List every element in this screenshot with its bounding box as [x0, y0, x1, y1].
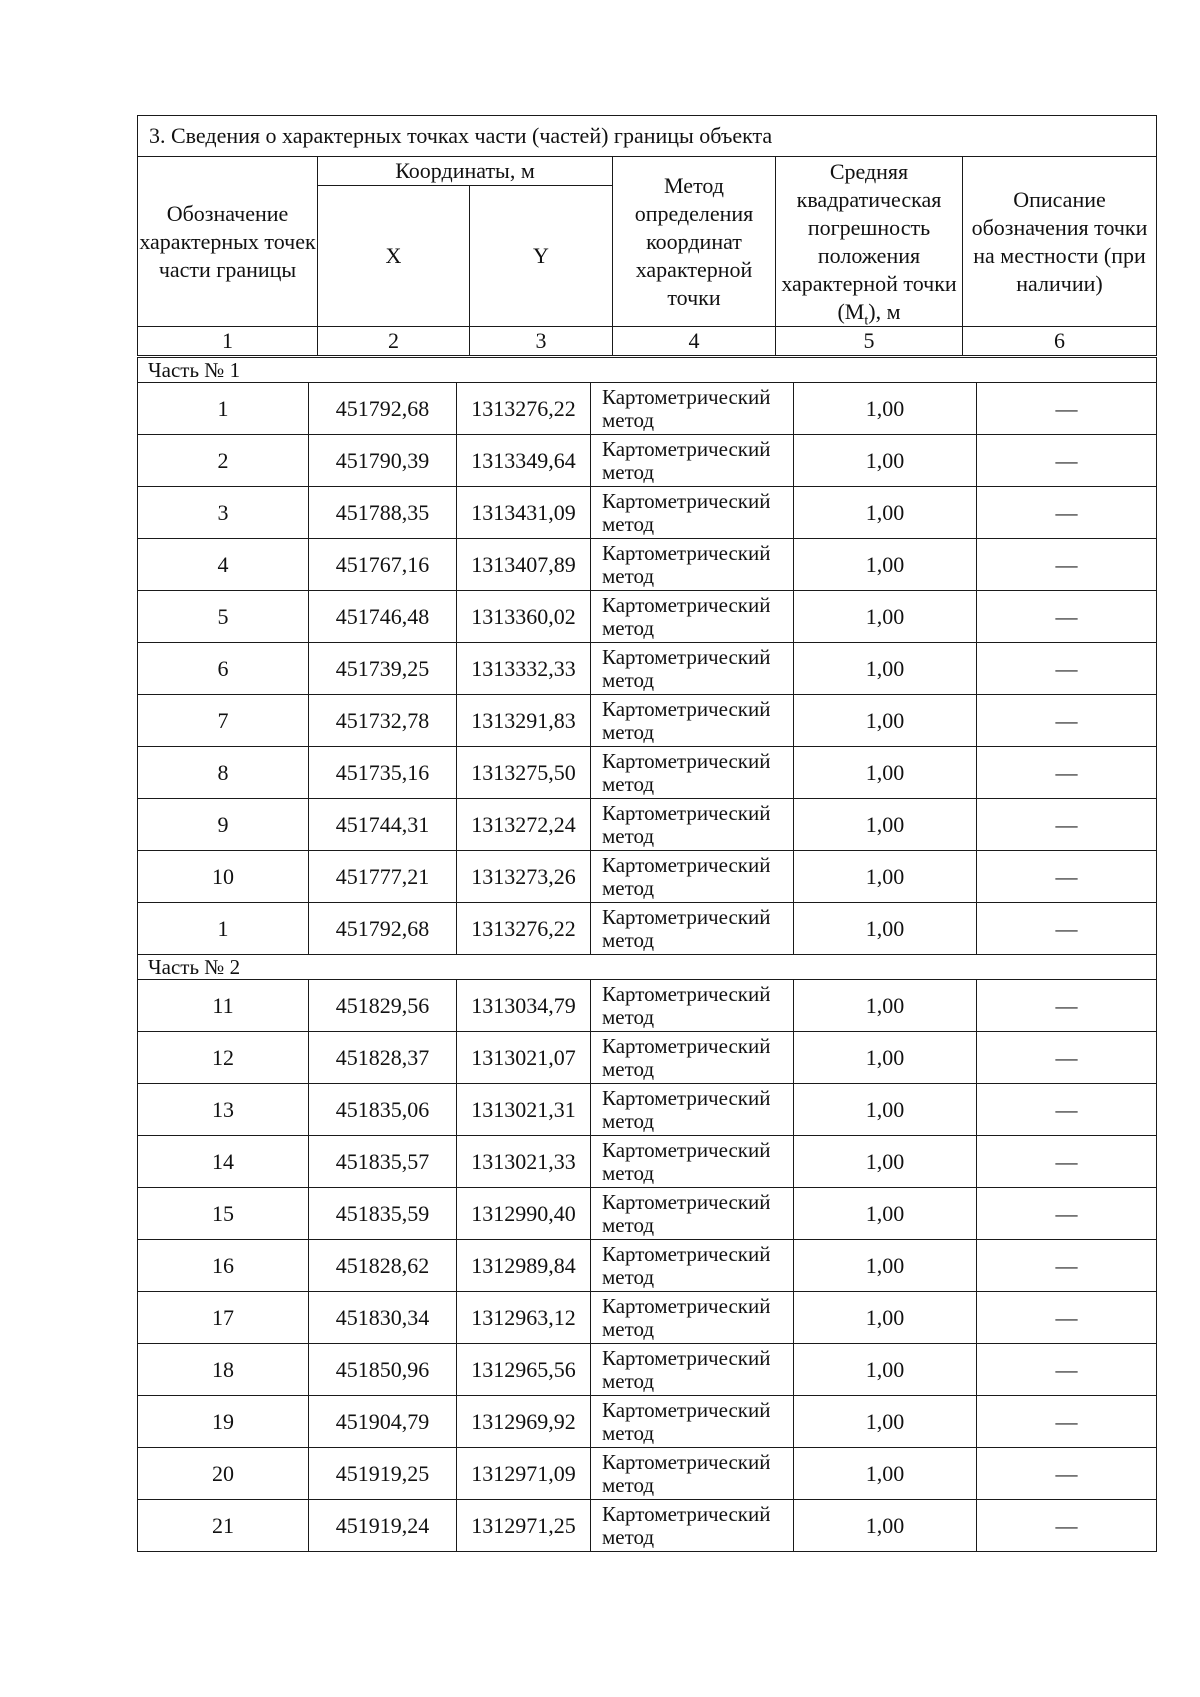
- coord-x: 451919,25: [309, 1448, 457, 1500]
- error-value: 1,00: [794, 1344, 977, 1396]
- method: Картометрический метод: [591, 695, 794, 747]
- header-method: Метод определения координат характерной точки: [613, 157, 776, 327]
- method: Картометрический метод: [591, 1188, 794, 1240]
- table-row: [138, 487, 1157, 539]
- description-value: —: [977, 539, 1157, 591]
- point-number: 20: [138, 1448, 309, 1500]
- error-value: 1,00: [794, 1396, 977, 1448]
- coord-x: 451732,78: [309, 695, 457, 747]
- description-value: —: [977, 1448, 1157, 1500]
- coord-y: 1313273,26: [457, 851, 591, 903]
- table-row: [138, 539, 1157, 591]
- coord-y: 1313332,33: [457, 643, 591, 695]
- table-row: [138, 695, 1157, 747]
- coord-x: 451739,25: [309, 643, 457, 695]
- table-row: [138, 799, 1157, 851]
- coord-y: 1313272,24: [457, 799, 591, 851]
- coord-y: 1313431,09: [457, 487, 591, 539]
- point-number: 1: [138, 383, 309, 435]
- error-value: 1,00: [794, 980, 977, 1032]
- point-number: 14: [138, 1136, 309, 1188]
- coord-x: 451792,68: [309, 383, 457, 435]
- header-x: X: [318, 186, 470, 327]
- method: Картометрический метод: [591, 851, 794, 903]
- point-number: 9: [138, 799, 309, 851]
- error-value: 1,00: [794, 1500, 977, 1552]
- header-coords: Координаты, м: [318, 157, 613, 186]
- method: Картометрический метод: [591, 799, 794, 851]
- section-row: [138, 955, 1157, 980]
- coord-y: 1313276,22: [457, 903, 591, 955]
- description-value: —: [977, 1188, 1157, 1240]
- point-number: 12: [138, 1032, 309, 1084]
- error-value: 1,00: [794, 851, 977, 903]
- method: Картометрический метод: [591, 1344, 794, 1396]
- coord-y: 1312971,09: [457, 1448, 591, 1500]
- points-table: [137, 357, 1157, 1552]
- error-value: 1,00: [794, 383, 977, 435]
- method: Картометрический метод: [591, 1032, 794, 1084]
- error-value: 1,00: [794, 903, 977, 955]
- point-number: 4: [138, 539, 309, 591]
- table-row: [138, 1344, 1157, 1396]
- table-row: [138, 851, 1157, 903]
- table-row: [138, 1500, 1157, 1552]
- coord-x: 451792,68: [309, 903, 457, 955]
- description-value: —: [977, 1292, 1157, 1344]
- error-value: 1,00: [794, 539, 977, 591]
- table-row: [138, 1032, 1157, 1084]
- point-number: 6: [138, 643, 309, 695]
- header-error: [776, 157, 963, 327]
- point-number: 11: [138, 980, 309, 1032]
- coord-y: 1313349,64: [457, 435, 591, 487]
- table-row: [138, 435, 1157, 487]
- col-number: 5: [776, 327, 963, 356]
- description-value: —: [977, 1500, 1157, 1552]
- header-error-sub: t: [864, 312, 869, 328]
- point-number: 5: [138, 591, 309, 643]
- point-number: 7: [138, 695, 309, 747]
- method: Картометрический метод: [591, 1500, 794, 1552]
- table-row: [138, 903, 1157, 955]
- method: Картометрический метод: [591, 980, 794, 1032]
- point-number: 15: [138, 1188, 309, 1240]
- method: Картометрический метод: [591, 1084, 794, 1136]
- coord-x: 451835,59: [309, 1188, 457, 1240]
- method: Картометрический метод: [591, 435, 794, 487]
- coord-y: 1313291,83: [457, 695, 591, 747]
- coord-y: 1313276,22: [457, 383, 591, 435]
- coord-x: 451777,21: [309, 851, 457, 903]
- point-number: 3: [138, 487, 309, 539]
- coord-y: 1312990,40: [457, 1188, 591, 1240]
- col-number: 4: [613, 327, 776, 356]
- error-value: 1,00: [794, 643, 977, 695]
- method: Картометрический метод: [591, 1448, 794, 1500]
- coord-y: 1312963,12: [457, 1292, 591, 1344]
- description-value: —: [977, 1344, 1157, 1396]
- coord-y: 1312965,56: [457, 1344, 591, 1396]
- point-number: 10: [138, 851, 309, 903]
- point-number: 1: [138, 903, 309, 955]
- method: Картометрический метод: [591, 1240, 794, 1292]
- coord-x: 451830,34: [309, 1292, 457, 1344]
- coord-x: 451790,39: [309, 435, 457, 487]
- header-table: [137, 115, 1157, 356]
- document-title: 3. Сведения о характерных точках части (частей) границы объекта: [138, 116, 1157, 157]
- method: Картометрический метод: [591, 591, 794, 643]
- coord-x: 451746,48: [309, 591, 457, 643]
- point-number: 21: [138, 1500, 309, 1552]
- coord-y: 1313360,02: [457, 591, 591, 643]
- coord-x: 451904,79: [309, 1396, 457, 1448]
- coord-y: 1313021,31: [457, 1084, 591, 1136]
- header-error-suffix: ), м: [868, 298, 901, 324]
- coord-x: 451788,35: [309, 487, 457, 539]
- error-value: 1,00: [794, 487, 977, 539]
- coord-x: 451835,57: [309, 1136, 457, 1188]
- coord-x: 451835,06: [309, 1084, 457, 1136]
- method: Картометрический метод: [591, 903, 794, 955]
- error-value: 1,00: [794, 435, 977, 487]
- table-row: [138, 747, 1157, 799]
- description-value: —: [977, 1396, 1157, 1448]
- table-row: [138, 591, 1157, 643]
- coord-y: 1313021,07: [457, 1032, 591, 1084]
- error-value: 1,00: [794, 1240, 977, 1292]
- description-value: —: [977, 695, 1157, 747]
- error-value: 1,00: [794, 1188, 977, 1240]
- description-value: —: [977, 851, 1157, 903]
- method: Картометрический метод: [591, 1396, 794, 1448]
- description-value: —: [977, 903, 1157, 955]
- table-row: [138, 1396, 1157, 1448]
- description-value: —: [977, 487, 1157, 539]
- col-number: 6: [963, 327, 1157, 356]
- coord-x: 451850,96: [309, 1344, 457, 1396]
- description-value: —: [977, 591, 1157, 643]
- description-value: —: [977, 1084, 1157, 1136]
- coord-y: 1313275,50: [457, 747, 591, 799]
- coord-x: 451767,16: [309, 539, 457, 591]
- coord-y: 1312971,25: [457, 1500, 591, 1552]
- error-value: 1,00: [794, 695, 977, 747]
- header-error-prefix: Средняя квадратическая погрешность положения характерной точки (M: [781, 158, 957, 324]
- header-designation: Обозначение характерных точек части границы: [138, 157, 318, 327]
- description-value: —: [977, 383, 1157, 435]
- method: Картометрический метод: [591, 747, 794, 799]
- method: Картометрический метод: [591, 1292, 794, 1344]
- coord-y: 1313407,89: [457, 539, 591, 591]
- error-value: 1,00: [794, 799, 977, 851]
- point-number: 17: [138, 1292, 309, 1344]
- table-row: [138, 1136, 1157, 1188]
- description-value: —: [977, 799, 1157, 851]
- coord-x: 451735,16: [309, 747, 457, 799]
- table-row: [138, 1084, 1157, 1136]
- coord-x: 451828,37: [309, 1032, 457, 1084]
- section-label: Часть № 1: [138, 358, 1157, 383]
- point-number: 16: [138, 1240, 309, 1292]
- point-number: 2: [138, 435, 309, 487]
- method: Картометрический метод: [591, 539, 794, 591]
- description-value: —: [977, 1136, 1157, 1188]
- description-value: —: [977, 1240, 1157, 1292]
- description-value: —: [977, 1032, 1157, 1084]
- point-number: 18: [138, 1344, 309, 1396]
- coord-y: 1312989,84: [457, 1240, 591, 1292]
- point-number: 8: [138, 747, 309, 799]
- col-number: 2: [318, 327, 470, 356]
- coord-y: 1312969,92: [457, 1396, 591, 1448]
- section-row: [138, 358, 1157, 383]
- description-value: —: [977, 747, 1157, 799]
- coord-x: 451828,62: [309, 1240, 457, 1292]
- coord-x: 451829,56: [309, 980, 457, 1032]
- description-value: —: [977, 980, 1157, 1032]
- table-row: [138, 1292, 1157, 1344]
- error-value: 1,00: [794, 1136, 977, 1188]
- coord-y: 1313021,33: [457, 1136, 591, 1188]
- error-value: 1,00: [794, 591, 977, 643]
- header-y: Y: [470, 186, 613, 327]
- error-value: 1,00: [794, 1448, 977, 1500]
- col-number: 1: [138, 327, 318, 356]
- error-value: 1,00: [794, 747, 977, 799]
- table-row: [138, 1448, 1157, 1500]
- table-row: [138, 1188, 1157, 1240]
- error-value: 1,00: [794, 1292, 977, 1344]
- method: Картометрический метод: [591, 1136, 794, 1188]
- coord-y: 1313034,79: [457, 980, 591, 1032]
- coord-x: 451744,31: [309, 799, 457, 851]
- point-number: 19: [138, 1396, 309, 1448]
- col-number: 3: [470, 327, 613, 356]
- table-row: [138, 643, 1157, 695]
- table-row: [138, 980, 1157, 1032]
- coord-x: 451919,24: [309, 1500, 457, 1552]
- description-value: —: [977, 435, 1157, 487]
- table-row: [138, 383, 1157, 435]
- table-row: [138, 1240, 1157, 1292]
- header-description: Описание обозначения точки на местности (при наличии): [963, 157, 1157, 327]
- error-value: 1,00: [794, 1084, 977, 1136]
- section-label: Часть № 2: [138, 955, 1157, 980]
- description-value: —: [977, 643, 1157, 695]
- point-number: 13: [138, 1084, 309, 1136]
- error-value: 1,00: [794, 1032, 977, 1084]
- method: Картометрический метод: [591, 383, 794, 435]
- method: Картометрический метод: [591, 643, 794, 695]
- method: Картометрический метод: [591, 487, 794, 539]
